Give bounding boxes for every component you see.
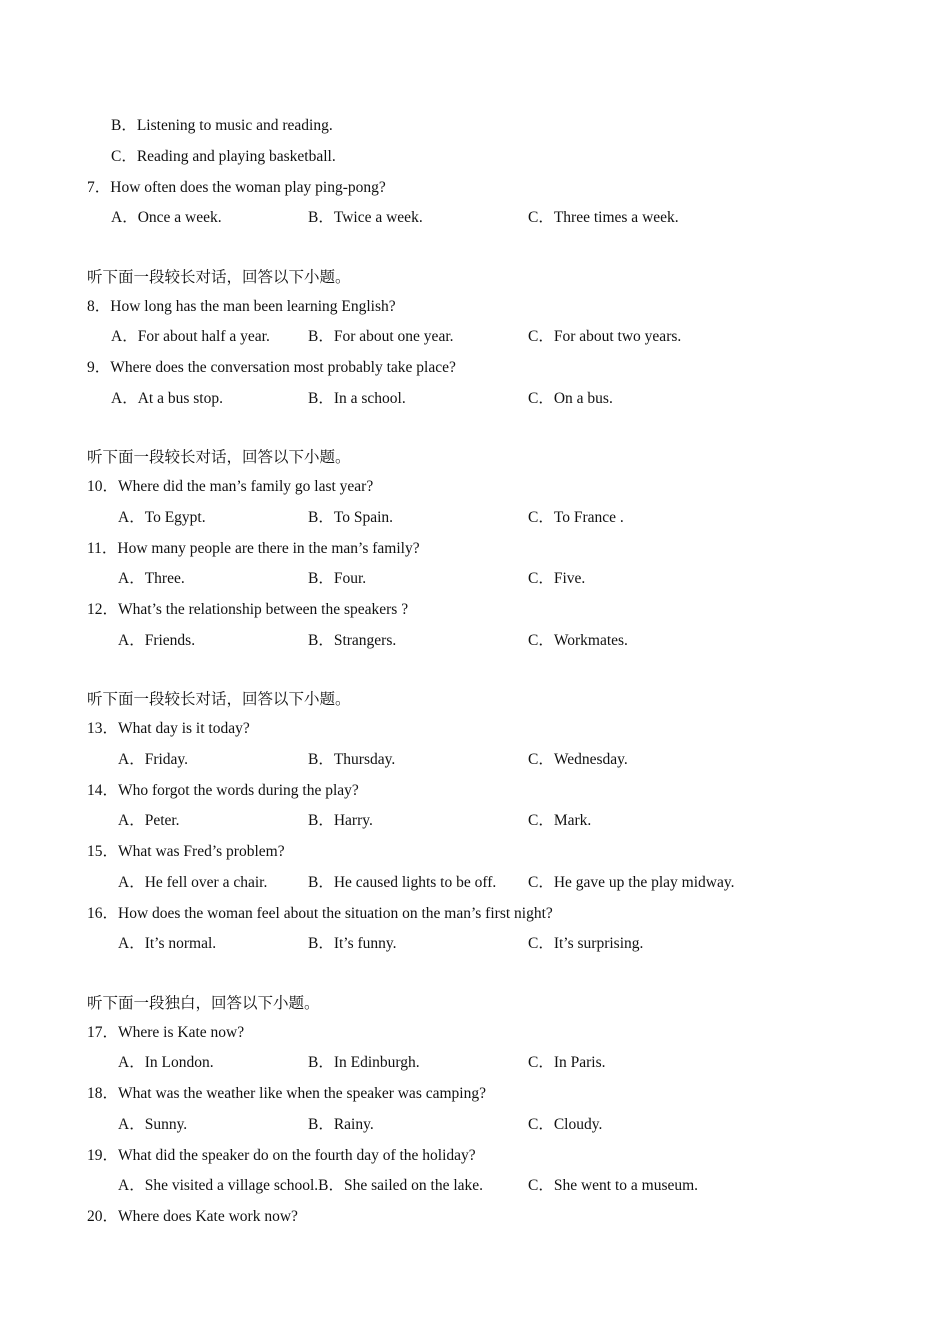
q11-option-a: A．Three. (118, 570, 185, 587)
question-17: 17．Where is Kate now? (87, 1024, 245, 1041)
q13-option-c: C．Wednesday. (528, 751, 628, 768)
section-instruction: 听下面一段独白，回答以下小题。 (87, 995, 320, 1012)
question-18: 18．What was the weather like when the speaker was camping? (87, 1085, 486, 1102)
q18-option-c: C．Cloudy. (528, 1116, 603, 1133)
q18-option-b: B．Rainy. (308, 1116, 374, 1133)
q14-option-c: C．Mark. (528, 812, 592, 829)
q10-option-b: B．To Spain. (308, 509, 394, 526)
question-11: 11．How many people are there in the man’s family? (87, 540, 420, 557)
q13-option-b: B．Thursday. (308, 751, 396, 768)
section-instruction: 听下面一段较长对话，回答以下小题。 (87, 691, 351, 708)
q11-option-b: B．Four. (308, 570, 367, 587)
question-12: 12．What’s the relationship between the speakers ? (87, 601, 409, 618)
question-13: 13．What day is it today? (87, 720, 250, 737)
q12-option-c: C．Workmates. (528, 632, 628, 649)
q18-option-a: A．Sunny. (118, 1116, 188, 1133)
q16-option-c: C．It’s surprising. (528, 935, 644, 952)
question-7: 7．How often does the woman play ping-pong? (87, 179, 386, 196)
q14-option-b: B．Harry. (308, 812, 373, 829)
q15-option-b: B．He caused lights to be off. (308, 874, 497, 891)
q10-option-c: C．To France . (528, 509, 624, 526)
q19-option-c: C．She went to a museum. (528, 1177, 699, 1194)
q15-option-c: C．He gave up the play midway. (528, 874, 735, 891)
q6-option-c: C．Reading and playing basketball. (111, 148, 336, 165)
q8-option-c: C．For about two years. (528, 328, 682, 345)
question-8: 8．How long has the man been learning English? (87, 298, 396, 315)
q8-option-a: A．For about half a year. (111, 328, 270, 345)
q8-option-b: B．For about one year. (308, 328, 454, 345)
q11-option-c: C．Five. (528, 570, 586, 587)
q10-option-a: A．To Egypt. (118, 509, 206, 526)
q9-option-a: A．At a bus stop. (111, 390, 223, 407)
question-20: 20．Where does Kate work now? (87, 1208, 298, 1225)
q13-option-a: A．Friday. (118, 751, 189, 768)
q17-option-a: A．In London. (118, 1054, 214, 1071)
q6-option-b: B．Listening to music and reading. (111, 117, 333, 134)
q17-option-b: B．In Edinburgh. (308, 1054, 420, 1071)
section-instruction: 听下面一段较长对话，回答以下小题。 (87, 449, 351, 466)
question-16: 16．How does the woman feel about the situation on the man’s first night? (87, 905, 553, 922)
q7-option-a: A．Once a week. (111, 209, 222, 226)
q14-option-a: A．Peter. (118, 812, 180, 829)
q17-option-c: C．In Paris. (528, 1054, 606, 1071)
q9-option-b: B．In a school. (308, 390, 406, 407)
q12-option-b: B．Strangers. (308, 632, 397, 649)
q19-option-ab: A．She visited a village school.B．She sailed on the lake. (118, 1177, 484, 1194)
question-14: 14．Who forgot the words during the play? (87, 782, 359, 799)
q7-option-b: B．Twice a week. (308, 209, 423, 226)
q12-option-a: A．Friends. (118, 632, 196, 649)
question-10: 10．Where did the man’s family go last year? (87, 478, 374, 495)
q7-option-c: C．Three times a week. (528, 209, 679, 226)
q16-option-a: A．It’s normal. (118, 935, 217, 952)
section-instruction: 听下面一段较长对话，回答以下小题。 (87, 269, 351, 286)
q9-option-c: C．On a bus. (528, 390, 613, 407)
question-9: 9．Where does the conversation most probably take place? (87, 359, 456, 376)
question-19: 19．What did the speaker do on the fourth day of the holiday? (87, 1147, 476, 1164)
q15-option-a: A．He fell over a chair. (118, 874, 268, 891)
q16-option-b: B．It’s funny. (308, 935, 397, 952)
question-15: 15．What was Fred’s problem? (87, 843, 285, 860)
